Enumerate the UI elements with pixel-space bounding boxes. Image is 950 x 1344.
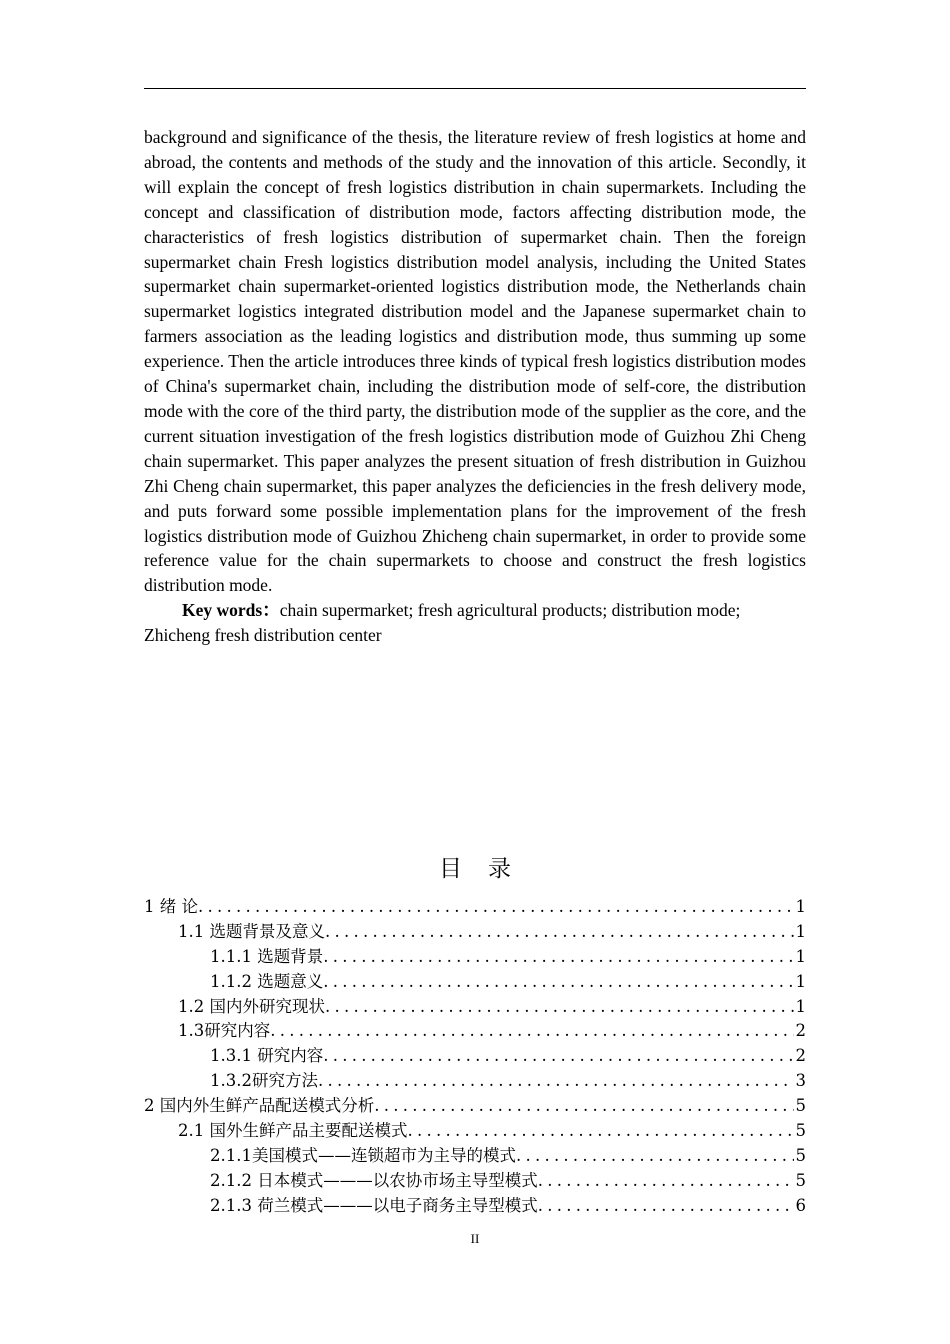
abstract-section (144, 125, 806, 648)
toc-entry-page: 1 (795, 996, 806, 1016)
toc-entry[interactable] (144, 895, 806, 920)
keywords-text: chain supermarket; fresh agricultural products; distribution mode; Zhicheng fresh distribution center (144, 600, 741, 646)
toc-entry-label: 1.3.1 研究内容 (210, 1046, 324, 1066)
toc-leader-dots (270, 1019, 793, 1044)
toc-entry-page: 6 (795, 1195, 806, 1215)
toc-entry-label: 1.1 选题背景及意义 (178, 921, 325, 941)
toc-leader-dots (323, 970, 793, 995)
toc-leader-dots (318, 1069, 794, 1094)
toc-entry[interactable] (144, 920, 806, 945)
toc-entry[interactable] (144, 1019, 806, 1044)
toc-leader-dots (325, 920, 794, 945)
toc-entry-page: 1 (795, 921, 806, 941)
toc-entry[interactable] (144, 1169, 806, 1194)
toc-entry-label: 2.1.2 日本模式———以农协市场主导型模式 (210, 1170, 538, 1190)
toc-entry-page: 5 (795, 1121, 806, 1141)
toc-leader-dots (538, 1169, 794, 1194)
toc-leader-dots (198, 895, 794, 920)
toc-entry[interactable] (144, 945, 806, 970)
toc-entry[interactable] (144, 1044, 806, 1069)
toc-entry[interactable] (144, 1119, 806, 1144)
toc-entry-label: 1.1.1 选题背景 (210, 946, 324, 966)
toc-leader-dots (374, 1094, 793, 1119)
toc-entry-label: 2.1.1美国模式——连锁超市为主导的模式 (210, 1145, 516, 1165)
toc-title: 目录 (439, 856, 537, 882)
toc-entry-page: 2 (795, 1046, 806, 1066)
toc-leader-dots (516, 1144, 794, 1169)
toc-leader-dots (408, 1119, 794, 1144)
toc-leader-dots (325, 995, 794, 1020)
toc-leader-dots (538, 1194, 794, 1219)
toc-entry-label: 1.1.2 选题意义 (210, 971, 324, 991)
keywords-label: Key words： (182, 600, 280, 621)
toc-entry-page: 5 (795, 1170, 806, 1190)
toc-entry-label: 1.3研究内容 (178, 1021, 271, 1041)
toc-leader-dots (323, 945, 793, 970)
toc-entry-label: 2 国内外生鲜产品配送模式分析 (144, 1096, 375, 1116)
toc-entry[interactable] (144, 970, 806, 995)
toc-entry-label: 1 绪 论 (144, 897, 198, 916)
toc-entry-page: 1 (795, 971, 806, 991)
toc-entry[interactable] (144, 1094, 806, 1119)
page-number: II (470, 1231, 480, 1246)
table-of-contents (144, 895, 806, 1219)
toc-entry-page: 1 (795, 897, 806, 916)
toc-entry[interactable] (144, 1194, 806, 1219)
toc-entry-label: 1.2 国内外研究现状 (178, 996, 325, 1016)
toc-entry[interactable] (144, 1069, 806, 1094)
toc-entry[interactable] (144, 995, 806, 1020)
toc-entry-label: 1.3.2研究方法 (210, 1071, 318, 1091)
toc-entry-page: 3 (795, 1071, 806, 1091)
toc-entry-label: 2.1.3 荷兰模式———以电子商务主导型模式 (210, 1195, 538, 1215)
toc-entry-page: 1 (795, 946, 806, 966)
header-rule (144, 88, 806, 89)
toc-entry-label: 2.1 国外生鲜产品主要配送模式 (178, 1121, 408, 1141)
toc-entry-page: 5 (795, 1096, 806, 1116)
abstract-paragraph: background and significance of the thesis, the literature review of fresh logistics at home and abroad, the contents and methods of the study and the innovation of this article. Secondly, it will explain the concept of fresh logistics distribution in chain supermarkets. Including the concept and classification of distribution mode, factors affecting distribution mode, the characteristics of fresh logistics distribution of supermarket chain. Then the foreign supermarket chain Fresh logistics distribution model analysis, including the United States supermarket chain supermarket-oriented logistics distribution mode, the Netherlands chain supermarket logistics integrated distribution model and the Japanese supermarket chain to farmers association as the leading logistics and distribution mode, thus summing up some experience. Then the article introduces three kinds of typical fresh logistics distribution modes of China's supermarket chain, including the distribution mode of self-core, the distribution mode with the core of the third party, the distribution mode of the supplier as the core, and the current situation investigation of the fresh logistics distribution mode of Guizhou Zhi Cheng chain supermarket. This paper analyzes the present situation of fresh distribution in Guizhou Zhi Cheng chain supermarket, this paper analyzes the deficiencies in the fresh delivery mode, and puts forward some possible implementation plans for the improvement of the fresh logistics distribution mode of Guizhou Zhicheng chain supermarket, in order to provide some reference value for the chain supermarkets to choose and construct the fresh logistics distribution mode. (144, 127, 806, 596)
keywords-line (144, 598, 806, 648)
toc-leader-dots (323, 1044, 793, 1069)
toc-entry-page: 2 (795, 1021, 806, 1041)
toc-entry[interactable] (144, 1144, 806, 1169)
toc-entry-page: 5 (795, 1145, 806, 1165)
